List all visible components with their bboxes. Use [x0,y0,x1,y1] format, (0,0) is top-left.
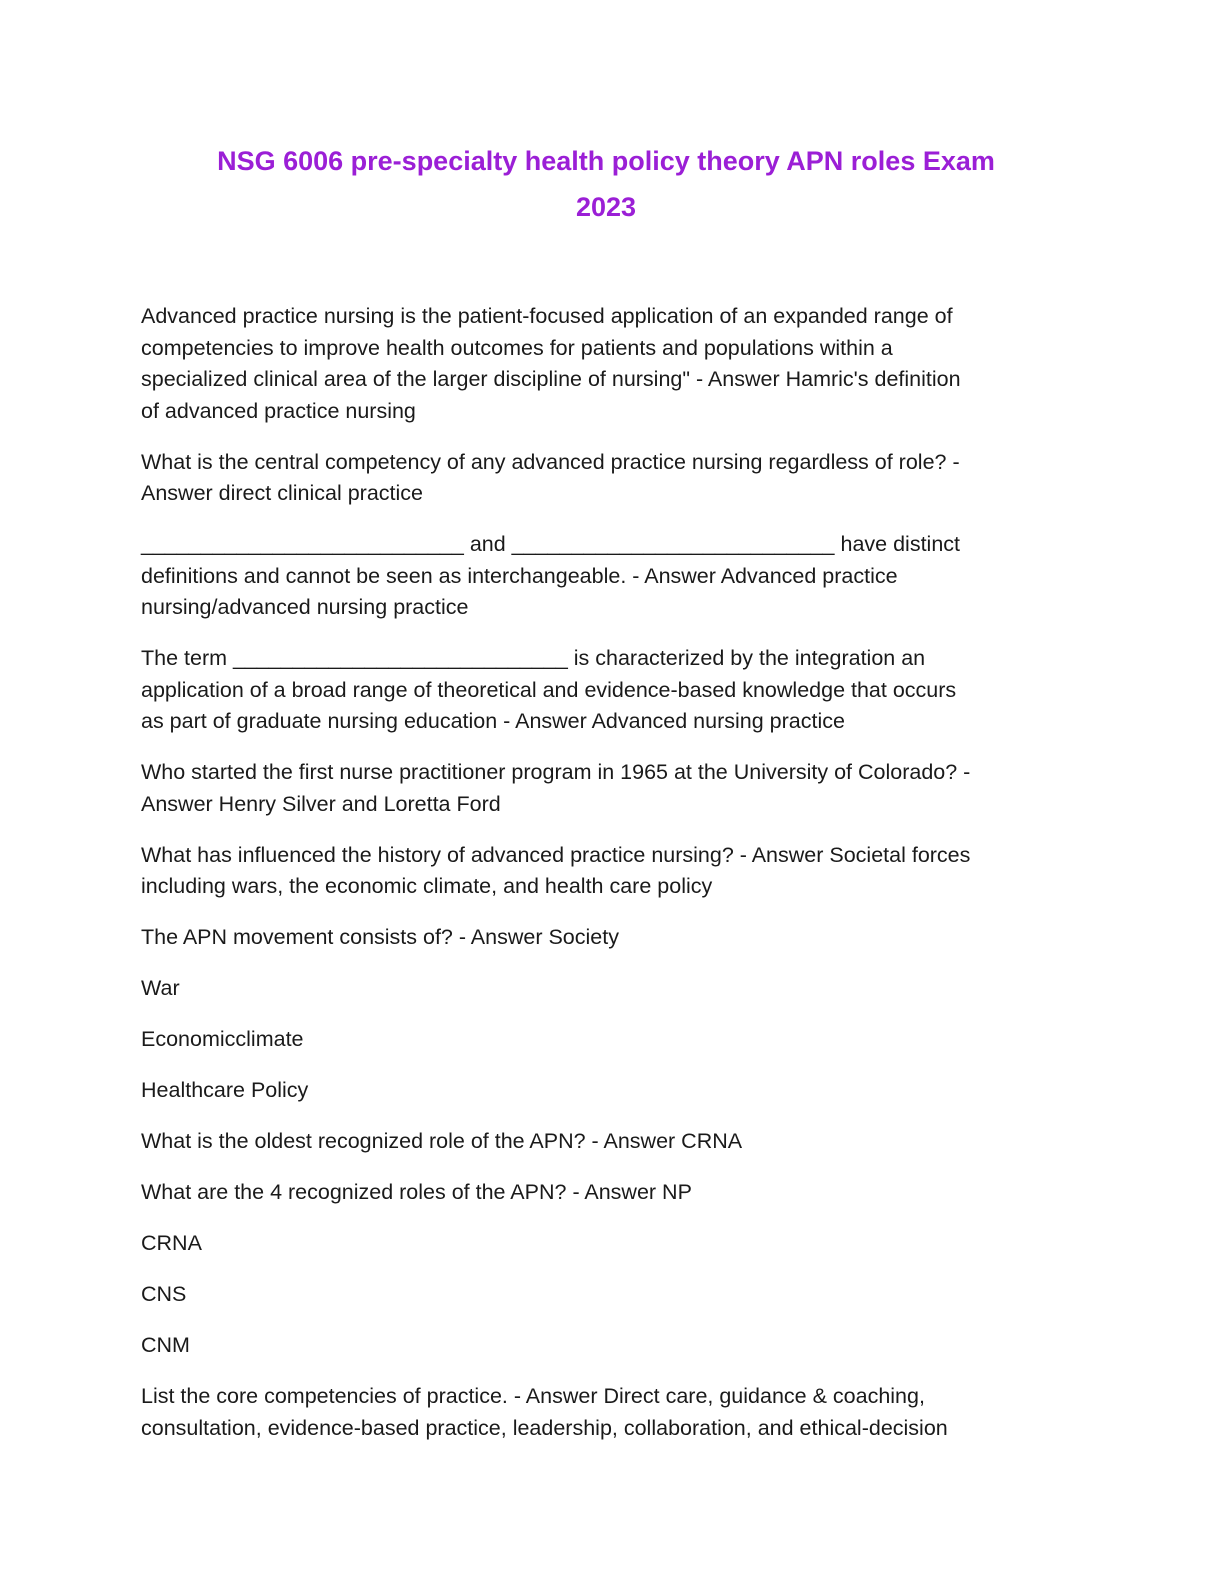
text-line: CNM [141,1333,190,1357]
paragraph [141,840,1076,903]
paragraph [141,1228,1076,1260]
text-line: competencies to improve health outcomes for patients and populations within a [141,335,893,360]
text-line: Answer Henry Silver and Loretta Ford [141,791,501,816]
text-line: List the core competencies of practice. - Answer Direct care, guidance & coaching, [141,1384,925,1408]
paragraph [141,757,1076,820]
paragraph [141,301,1076,427]
text-line: War [141,976,180,1000]
text-line: The APN movement consists of? - Answer Society [141,925,619,949]
text-line: Economicclimate [141,1027,304,1051]
text-line: What is the central competency of any advanced practice nursing regardless of role? - [141,449,960,474]
text-line: What has influenced the history of advanced practice nursing? - Answer Societal forces [141,842,971,867]
text-line: Answer direct clinical practice [141,481,423,505]
paragraph [141,1381,1076,1444]
document-title [130,138,1082,230]
text-line: The term ____________________________ is characterized by the integration an [141,646,926,670]
paragraph [141,529,1076,624]
paragraph [141,1126,1076,1158]
text-line: What is the oldest recognized role of the APN? - Answer CRNA [141,1129,743,1153]
text-line: ___________________________ and ___________________________ have distinct [141,532,960,556]
text-line: consultation, evidence-based practice, leadership, collaboration, and ethical-decision [141,1415,948,1440]
document-body [141,301,1076,1464]
paragraph [141,1330,1076,1362]
text-line: including wars, the economic climate, and health care policy [141,874,713,898]
paragraph [141,643,1076,738]
paragraph [141,1177,1076,1209]
text-line: application of a broad range of theoretical and evidence-based knowledge that occurs [141,677,957,702]
text-line: of advanced practice nursing [141,398,416,423]
paragraph [141,447,1076,510]
paragraph [141,922,1076,954]
text-line: CRNA [141,1231,202,1255]
text-line: Healthcare Policy [141,1078,309,1102]
title-line-1: NSG 6006 pre-specialty health policy theory APN roles Exam [217,146,995,176]
text-line: Advanced practice nursing is the patient-focused application of an expanded range of [141,304,953,328]
text-line: specialized clinical area of the larger discipline of nursing" - Answer Hamric's definition [141,367,961,391]
text-line: Who started the first nurse practitioner program in 1965 at the University of Colorado? - [141,760,971,784]
paragraph [141,973,1076,1005]
text-line: CNS [141,1282,187,1306]
text-line: definitions and cannot be seen as interchangeable. - Answer Advanced practice [141,563,898,588]
text-line: nursing/advanced nursing practice [141,595,469,619]
paragraph [141,1024,1076,1056]
text-line: What are the 4 recognized roles of the APN? - Answer NP [141,1180,692,1204]
text-line: as part of graduate nursing education - Answer Advanced nursing practice [141,709,845,733]
title-line-2: 2023 [575,192,637,222]
paragraph [141,1279,1076,1311]
paragraph [141,1075,1076,1107]
